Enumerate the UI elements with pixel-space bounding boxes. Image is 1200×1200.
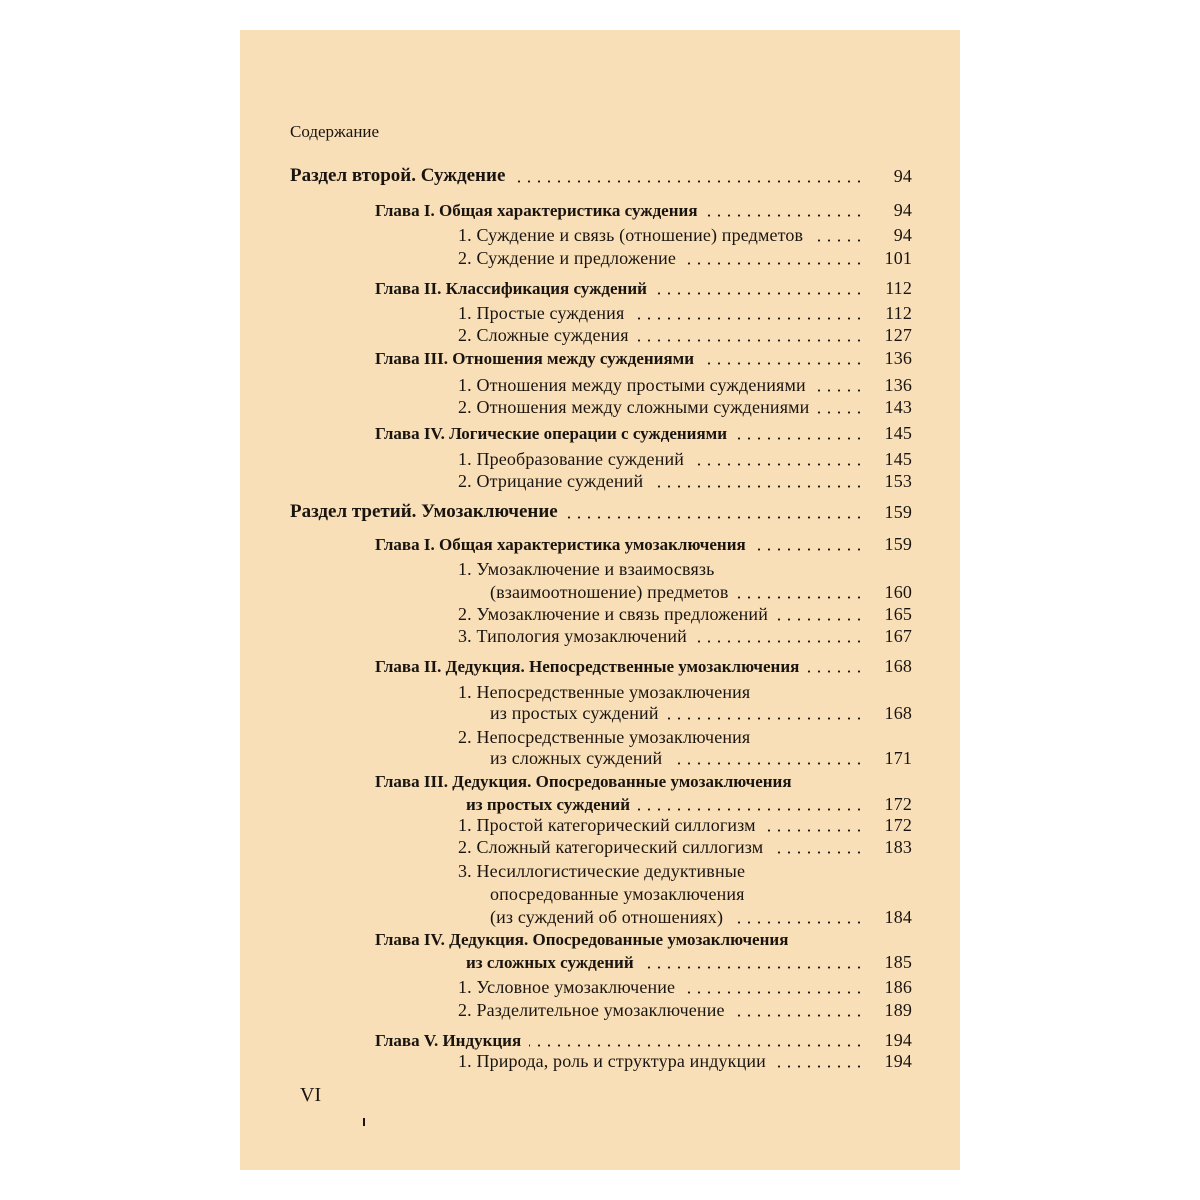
toc-row-item [458, 470, 912, 492]
toc-page-number: 153 [884, 471, 912, 491]
toc-entry-title: 1. Простой категорический силлогизм [458, 815, 756, 835]
dot-leader [807, 670, 864, 673]
dot-leader [637, 339, 864, 342]
dot-leader [733, 1014, 864, 1017]
toc-entry-title: (из суждений об отношениях) [490, 907, 724, 927]
toc-row-item [458, 999, 912, 1021]
toc-page-number: 160 [884, 582, 912, 602]
toc-row-item [458, 603, 912, 625]
toc-page-number: 112 [885, 303, 912, 323]
toc-entry-title: 2. Умозаключение и связь предложений [458, 604, 768, 624]
page-folio: VI [300, 1084, 322, 1106]
toc-row-item [458, 247, 912, 269]
dot-leader [754, 548, 864, 551]
toc-page-number: 159 [884, 502, 912, 522]
toc-entry-title: 1. Непосредственные умозаключения [458, 682, 751, 702]
toc-row-chapter [375, 928, 912, 950]
toc-entry-title: Глава III. Дедукция. Опосредованные умозаключения [375, 772, 792, 791]
toc-row-item [458, 836, 912, 858]
toc-entry-title: 2. Отрицание суждений [458, 471, 644, 491]
dot-leader [776, 618, 864, 621]
toc-row-chapter [375, 1029, 912, 1051]
print-mark [363, 1118, 365, 1126]
running-head: Содержание [290, 122, 380, 141]
dot-leader [638, 808, 864, 811]
toc-entry-title: Раздел второй. Суждение [290, 165, 506, 186]
book-page [240, 30, 960, 1170]
toc-row-item [458, 374, 912, 396]
dot-leader [632, 317, 864, 320]
toc-entry-title: из простых суждений [490, 703, 659, 723]
dot-leader [529, 1044, 864, 1047]
toc-entry-title: 3. Типология умозаключений [458, 626, 687, 646]
dot-leader [706, 214, 864, 217]
toc-row-item-cont [490, 883, 912, 905]
toc-entry-title: 1. Умозаключение и взаимосвязь [458, 559, 715, 579]
dot-leader [814, 389, 864, 392]
dot-leader [811, 239, 864, 242]
toc-row-item [458, 224, 912, 246]
toc-entry-title: из простых суждений [466, 795, 630, 814]
toc-row-item [458, 625, 912, 647]
toc-row-chapter [375, 422, 912, 444]
toc-entry-title: 1. Простые суждения [458, 303, 625, 323]
toc-row-item [458, 814, 912, 836]
toc-row-chapter-cont [466, 793, 912, 815]
toc-page-number: 145 [884, 449, 912, 469]
toc-entry-title: Глава I. Общая характеристика умозаключения [375, 535, 746, 554]
toc-entry-title: (взаимоотношение) предметов [490, 582, 729, 602]
toc-page-number: 168 [884, 703, 912, 723]
toc-entry-title: Глава V. Индукция [375, 1031, 522, 1050]
dot-leader [683, 991, 864, 994]
toc-page-number: 143 [884, 397, 912, 417]
dot-leader [735, 437, 864, 440]
toc-page-number: 167 [884, 626, 912, 646]
toc-entry-title: 1. Условное умозаключение [458, 977, 676, 997]
toc-row-item [458, 1050, 912, 1072]
dot-leader [670, 762, 864, 765]
dot-leader [642, 966, 864, 969]
dot-leader [817, 411, 864, 414]
toc-page-number: 189 [884, 1000, 912, 1020]
toc-row-item [458, 324, 912, 346]
toc-entry-title: 2. Сложные суждения [458, 325, 629, 345]
toc-entry-title: Глава II. Классификация суждений [375, 279, 647, 298]
toc-entry-title: Глава II. Дедукция. Непосредственные умозаключения [375, 657, 800, 676]
toc-entry-title: 1. Природа, роль и структура индукции [458, 1051, 766, 1071]
toc-row-chapter [375, 199, 912, 221]
toc-page-number: 101 [884, 248, 912, 268]
dot-leader [667, 717, 864, 720]
toc-entry-title: Раздел третий. Умозаключение [290, 501, 558, 522]
toc-entry-title: 1. Отношения между простыми суждениями [458, 375, 806, 395]
toc-page-number: 165 [884, 604, 912, 624]
toc-entry-title: 2. Непосредственные умозаключения [458, 727, 751, 747]
toc-page-number: 94 [893, 225, 912, 245]
toc-row-chapter [375, 655, 912, 677]
toc-page-number: 172 [884, 815, 912, 835]
toc-row-item [458, 302, 912, 324]
toc-row-section [290, 165, 912, 187]
toc-page-number: 94 [893, 166, 912, 186]
toc-entry-title: 1. Суждение и связь (отношение) предметов [458, 225, 804, 245]
toc-entry-title: Глава I. Общая характеристика суждения [375, 201, 698, 220]
toc-row-item [458, 558, 912, 580]
toc-entry-title: 1. Преобразование суждений [458, 449, 685, 469]
toc-entry-title: из сложных суждений [490, 748, 663, 768]
toc-entry-title: 2. Суждение и предложение [458, 248, 677, 268]
dot-leader [513, 180, 864, 183]
dot-leader [655, 292, 864, 295]
dot-leader [771, 851, 864, 854]
dot-leader [731, 921, 864, 924]
toc-row-chapter [375, 533, 912, 555]
toc-entry-title: 2. Сложный категорический силлогизм [458, 837, 764, 857]
dot-leader [651, 485, 864, 488]
toc-page-number: 171 [884, 748, 912, 768]
toc-entry-title: 2. Отношения между сложными суждениями [458, 397, 810, 417]
dot-leader [774, 1065, 864, 1068]
dot-leader [695, 640, 864, 643]
toc-entry-title: Глава III. Отношения между суждениями [375, 349, 695, 368]
toc-page-number: 183 [884, 837, 912, 857]
toc-entry-title: 2. Разделительное умозаключение [458, 1000, 725, 1020]
toc-page-number: 194 [884, 1030, 912, 1050]
toc-page-number: 186 [884, 977, 912, 997]
toc-entry-title: опосредованные умозаключения [490, 884, 745, 904]
toc-row-item [458, 448, 912, 470]
toc-page-number: 194 [884, 1051, 912, 1071]
toc-page-number: 168 [884, 656, 912, 676]
toc-page-number: 127 [884, 325, 912, 345]
toc-entry-title: из сложных суждений [466, 953, 634, 972]
toc-page-number: 184 [884, 907, 912, 927]
toc-page-number: 112 [885, 278, 912, 298]
dot-leader [566, 516, 864, 519]
toc-row-item [458, 681, 912, 703]
dot-leader [764, 829, 864, 832]
toc-row-item [458, 726, 912, 748]
toc-row-item-cont [490, 747, 912, 769]
toc-page-number: 94 [893, 200, 912, 220]
toc-row-item-cont [490, 702, 912, 724]
toc-entry-title: 3. Несиллогистические дедуктивные [458, 861, 746, 881]
dot-leader [737, 596, 864, 599]
toc-row-item-cont [490, 581, 912, 603]
toc-entry-title: Глава IV. Дедукция. Опосредованные умозаключения [375, 930, 789, 949]
toc-page-number: 136 [884, 348, 912, 368]
dot-leader [702, 362, 864, 365]
toc-row-item-cont [490, 906, 912, 928]
toc-row-item [458, 396, 912, 418]
toc-page-number: 136 [884, 375, 912, 395]
toc-row-chapter [375, 277, 912, 299]
toc-entry-title: Глава IV. Логические операции с суждениями [375, 424, 728, 443]
toc-page-number: 145 [884, 423, 912, 443]
toc-page-number: 159 [884, 534, 912, 554]
toc-row-chapter [375, 347, 912, 369]
toc-row-section [290, 501, 912, 523]
toc-row-chapter [375, 770, 912, 792]
toc-page-number: 172 [884, 794, 912, 814]
toc-row-item [458, 976, 912, 998]
dot-leader [692, 463, 864, 466]
toc-row-chapter-cont [466, 951, 912, 973]
toc-row-item [458, 860, 912, 882]
toc-page-number: 185 [884, 952, 912, 972]
dot-leader [684, 262, 864, 265]
